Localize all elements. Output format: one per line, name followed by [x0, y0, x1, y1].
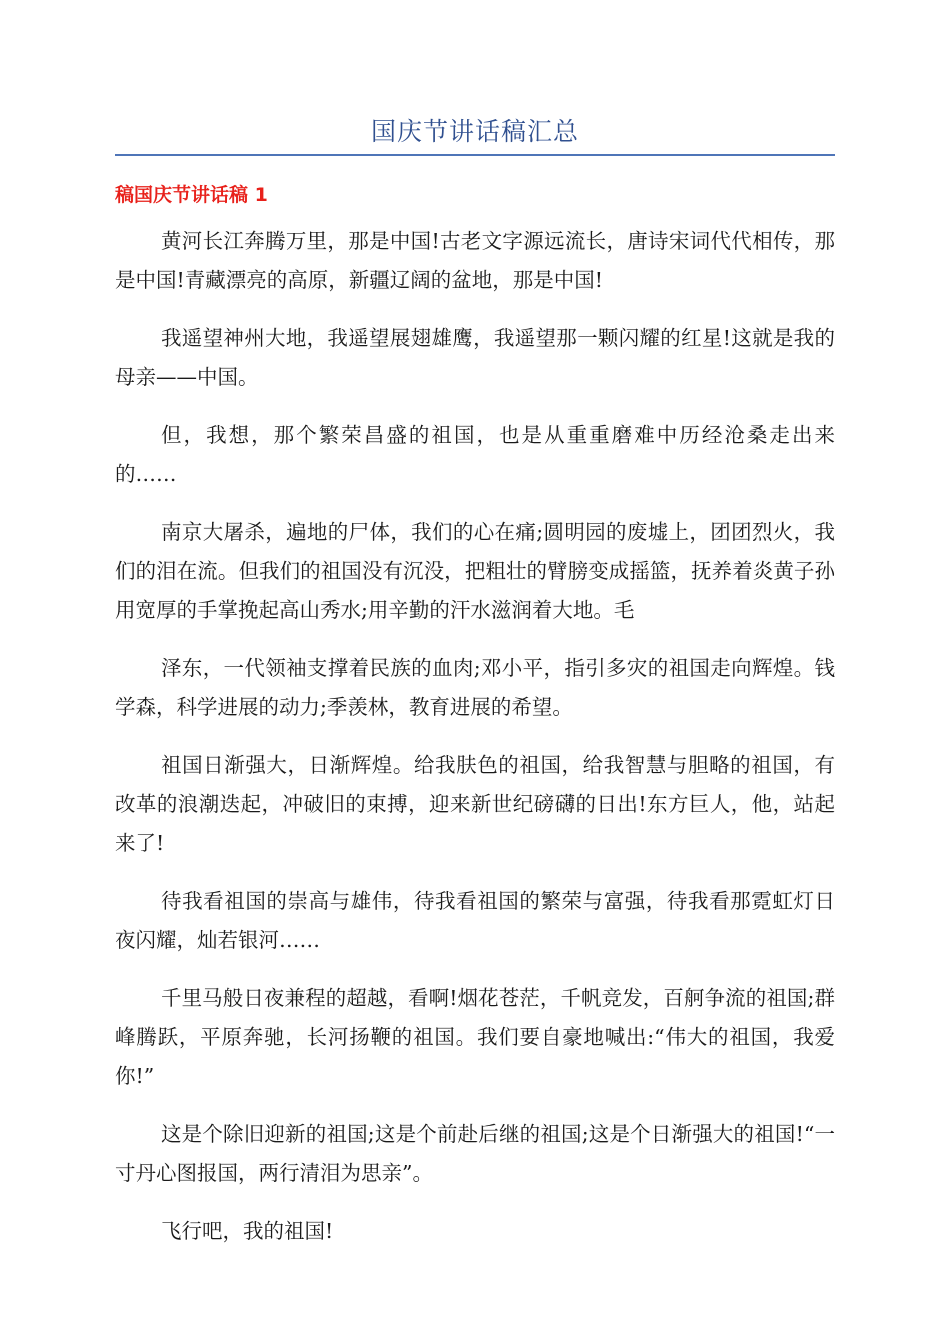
- paragraph: 我遥望神州大地，我遥望展翅雄鹰，我遥望那一颗闪耀的红星!这就是我的母亲——中国。: [115, 326, 835, 389]
- section-heading: 稿国庆节讲话稿 1: [115, 184, 268, 206]
- paragraph: 千里马般日夜兼程的超越，看啊!烟花苍茫，千帆竞发，百舸争流的祖国;群峰腾跃，平原奔驰，长河扬鞭的祖国。我们要自豪地喊出:“伟大的祖国，我爱你!”: [115, 986, 835, 1088]
- paragraph: 南京大屠杀，遍地的尸体，我们的心在痛;圆明园的废墟上，团团烈火，我们的泪在流。但我们的祖国没有沉没，把粗壮的臂膀变成摇篮，抚养着炎黄子孙用宽厚的手掌挽起高山秀水;用辛勤的汗水滋润着大地。毛: [115, 520, 835, 622]
- title-divider: [115, 154, 835, 156]
- document-body: [115, 222, 835, 1270]
- paragraph: 这是个除旧迎新的祖国;这是个前赴后继的祖国;这是个日渐强大的祖国!“一寸丹心图报国，两行清泪为思亲”。: [115, 1122, 835, 1185]
- paragraph: 黄河长江奔腾万里，那是中国!古老文字源远流长，唐诗宋词代代相传，那是中国!青藏漂亮的高原，新疆辽阔的盆地，那是中国!: [115, 229, 835, 292]
- paragraph: 祖国日渐强大，日渐辉煌。给我肤色的祖国，给我智慧与胆略的祖国，有改革的浪潮迭起，冲破旧的束搏，迎来新世纪磅礴的日出!东方巨人，他，站起来了!: [115, 753, 835, 855]
- page-title: 国庆节讲话稿汇总: [370, 117, 579, 146]
- paragraph: 待我看祖国的崇高与雄伟，待我看祖国的繁荣与富强，待我看那霓虹灯日夜闪耀，灿若银河……: [115, 889, 835, 952]
- paragraph: 泽东，一代领袖支撑着民族的血肉;邓小平，指引多灾的祖国走向辉煌。钱学森，科学进展的动力;季羡林，教育进展的希望。: [115, 656, 835, 719]
- paragraph: 飞行吧，我的祖国!: [161, 1219, 334, 1243]
- paragraph: 但，我想，那个繁荣昌盛的祖国，也是从重重磨难中历经沧桑走出来的……: [115, 423, 835, 486]
